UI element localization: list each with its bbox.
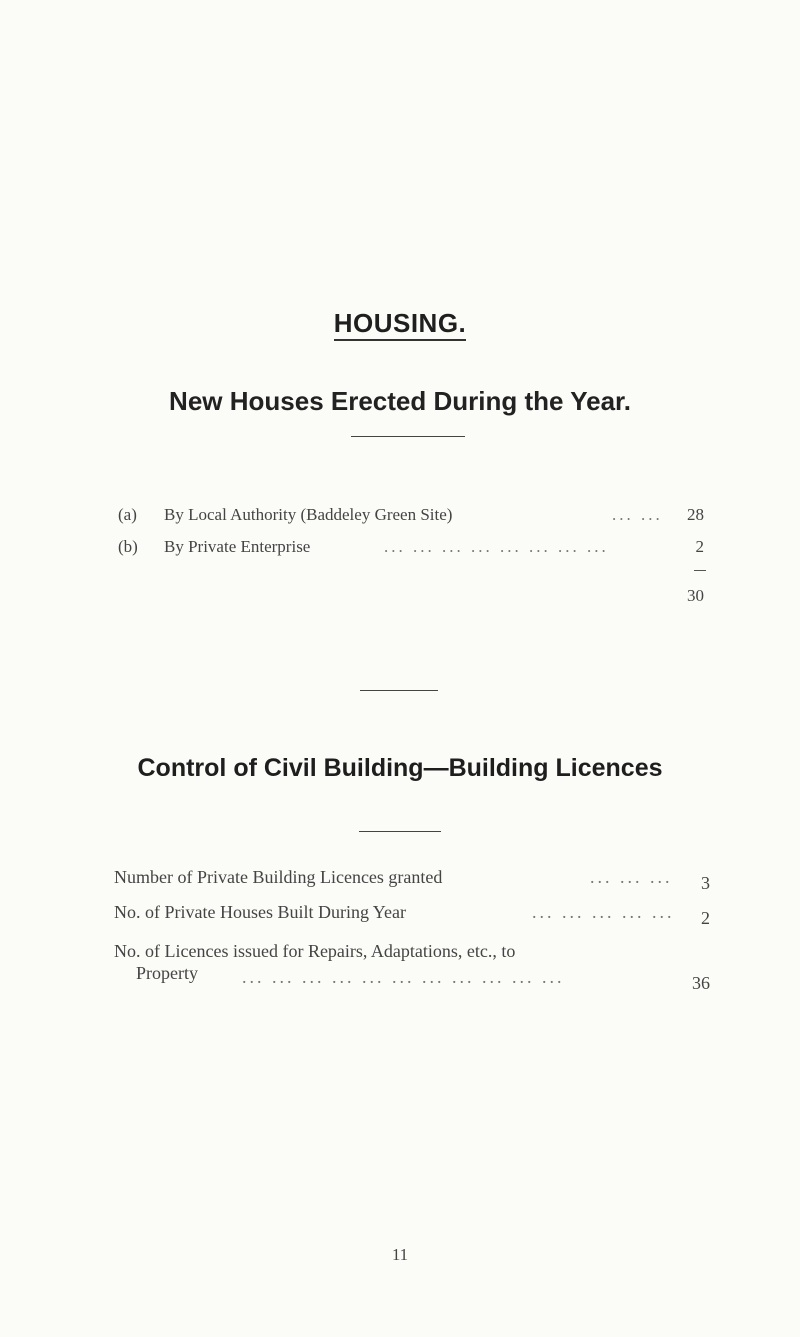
item-label: By Local Authority (Baddeley Green Site) <box>164 505 453 524</box>
item-label: Number of Private Building Licences granted <box>114 867 443 887</box>
item-value: 2 <box>695 537 704 556</box>
page-title <box>0 308 800 339</box>
section-heading-new-houses: New Houses Erected During the Year. <box>169 386 631 416</box>
leader-dots: ... ... <box>612 505 663 524</box>
item-label: By Private Enterprise <box>164 537 311 556</box>
page-title-text: HOUSING. <box>334 308 467 341</box>
list-item <box>0 505 800 529</box>
item-label: No. of Licences issued for Repairs, Adaptations, etc., to <box>114 941 516 961</box>
divider <box>360 690 438 691</box>
list-item <box>0 867 800 893</box>
item-value: 3 <box>701 873 710 893</box>
leader-dots: ... ... ... <box>590 867 673 887</box>
item-label: No. of Private Houses Built During Year <box>114 902 406 922</box>
leader-dots: ... ... ... ... ... <box>532 902 675 922</box>
page-number: 11 <box>391 1245 409 1264</box>
leader-dots: ... ... ... ... ... ... ... ... ... ... ... <box>242 967 565 987</box>
total-rule <box>694 570 706 571</box>
item-value: 2 <box>701 908 710 928</box>
divider <box>359 831 441 832</box>
item-value: 36 <box>692 973 710 993</box>
list-item <box>0 537 800 561</box>
item-marker: (b) <box>118 537 138 556</box>
item-marker: (a) <box>118 505 137 524</box>
divider <box>351 436 465 437</box>
leader-dots: ... ... ... ... ... ... ... ... <box>384 537 609 556</box>
list-item <box>0 902 800 928</box>
list-item <box>0 941 800 991</box>
item-label-continuation: Property <box>136 963 198 983</box>
total-value: 30 <box>687 586 704 605</box>
section-heading-building-licences: Control of Civil Building—Building Licences <box>137 754 663 782</box>
item-value: 28 <box>687 505 704 524</box>
